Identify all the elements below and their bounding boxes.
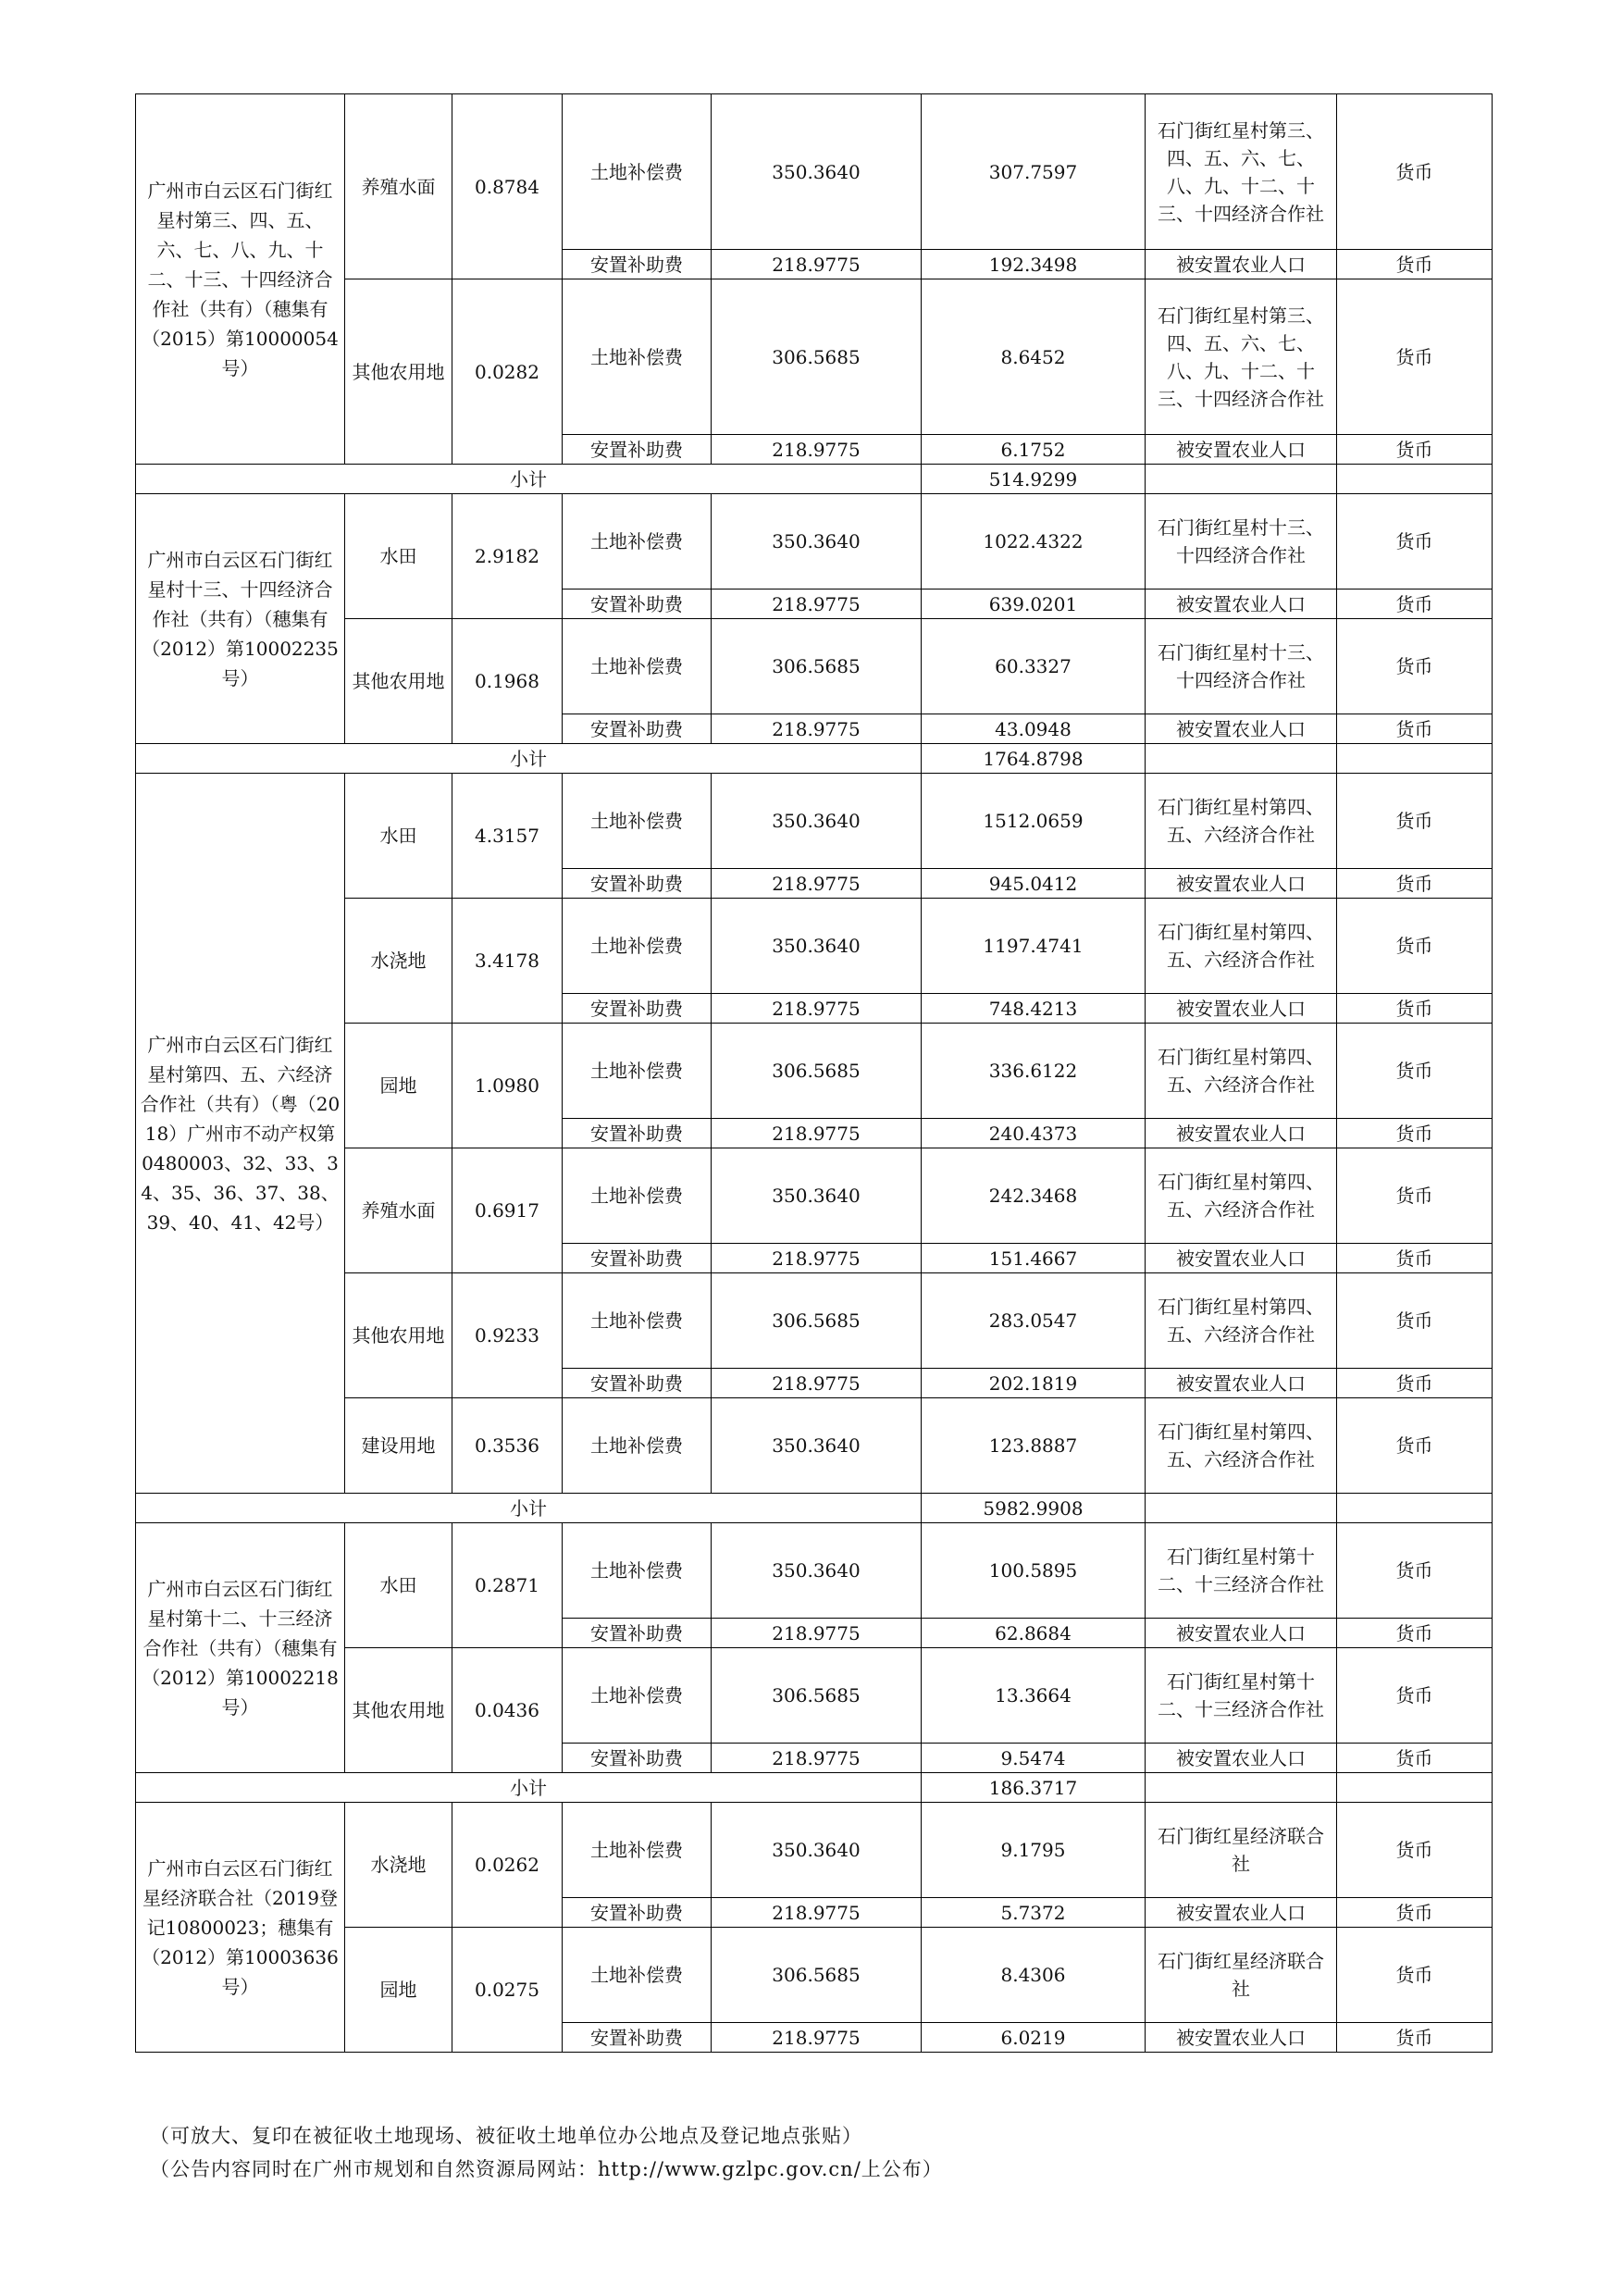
fee-standard-cell: 306.5685 — [712, 1928, 922, 2023]
payment-method-cell: 货币 — [1337, 2023, 1493, 2053]
fee-standard-cell: 350.3640 — [712, 1398, 922, 1494]
fee-amount-cell: 1197.4741 — [922, 899, 1146, 994]
recipient-cell: 石门街红星村第四、五、六经济合作社 — [1146, 899, 1337, 994]
fee-standard-cell: 350.3640 — [712, 1803, 922, 1898]
recipient-cell: 石门街红星村第四、五、六经济合作社 — [1146, 1398, 1337, 1494]
recipient-cell: 被安置农业人口 — [1146, 590, 1337, 619]
fee-item-cell: 土地补偿费 — [563, 1024, 712, 1119]
payment-method-cell: 货币 — [1337, 1369, 1493, 1398]
owner-cell: 广州市白云区石门街红星村第三、四、五、六、七、八、九、十二、十三、十四经济合作社（共有）（穗集有（2015）第10000054号） — [136, 94, 345, 465]
land-type-cell: 养殖水面 — [345, 94, 452, 279]
fee-amount-cell: 6.1752 — [922, 435, 1146, 465]
recipient-cell: 石门街红星村第四、五、六经济合作社 — [1146, 1148, 1337, 1244]
fee-standard-cell: 350.3640 — [712, 899, 922, 994]
fee-amount-cell: 240.4373 — [922, 1119, 1146, 1148]
posting-note: （可放大、复印在被征收土地现场、被征收土地单位办公地点及登记地点张贴） — [150, 2125, 862, 2147]
fee-amount-cell: 1022.4322 — [922, 494, 1146, 590]
table-row — [136, 774, 1493, 869]
fee-amount-cell: 192.3498 — [922, 250, 1146, 279]
fee-item-cell: 土地补偿费 — [563, 1273, 712, 1369]
table-row — [136, 1803, 1493, 1898]
recipient-cell: 被安置农业人口 — [1146, 250, 1337, 279]
land-type-cell: 其他农用地 — [345, 279, 452, 465]
fee-standard-cell: 306.5685 — [712, 1648, 922, 1744]
subtotal-row — [136, 1494, 1493, 1523]
fee-standard-cell: 350.3640 — [712, 494, 922, 590]
fee-standard-cell: 218.9775 — [712, 1898, 922, 1928]
land-area-cell: 0.0436 — [452, 1648, 563, 1773]
fee-item-cell: 土地补偿费 — [563, 1398, 712, 1494]
fee-amount-cell: 9.5474 — [922, 1744, 1146, 1773]
fee-item-cell: 安置补助费 — [563, 1119, 712, 1148]
land-type-cell: 水浇地 — [345, 1803, 452, 1928]
land-area-cell: 1.0980 — [452, 1024, 563, 1148]
fee-item-cell: 土地补偿费 — [563, 94, 712, 250]
recipient-cell: 石门街红星村第十二、十三经济合作社 — [1146, 1523, 1337, 1619]
payment-method-cell: 货币 — [1337, 714, 1493, 744]
land-type-cell: 其他农用地 — [345, 1648, 452, 1773]
fee-amount-cell: 639.0201 — [922, 590, 1146, 619]
subtotal-empty-cell — [1337, 1494, 1493, 1523]
payment-method-cell: 货币 — [1337, 1523, 1493, 1619]
land-type-cell: 园地 — [345, 1928, 452, 2053]
fee-item-cell: 土地补偿费 — [563, 1928, 712, 2023]
land-type-cell: 水田 — [345, 1523, 452, 1648]
table-row — [136, 94, 1493, 250]
payment-method-cell: 货币 — [1337, 1928, 1493, 2023]
subtotal-label: 小计 — [136, 1494, 922, 1523]
recipient-cell: 被安置农业人口 — [1146, 714, 1337, 744]
subtotal-empty-cell — [1146, 465, 1337, 494]
owner-cell: 广州市白云区石门街红星村十三、十四经济合作社（共有）（穗集有（2012）第10002235号） — [136, 494, 345, 744]
recipient-cell: 被安置农业人口 — [1146, 994, 1337, 1024]
payment-method-cell: 货币 — [1337, 774, 1493, 869]
fee-standard-cell: 218.9775 — [712, 994, 922, 1024]
fee-amount-cell: 8.4306 — [922, 1928, 1146, 2023]
land-area-cell: 0.3536 — [452, 1398, 563, 1494]
subtotal-amount: 186.3717 — [922, 1773, 1146, 1803]
payment-method-cell: 货币 — [1337, 869, 1493, 899]
subtotal-empty-cell — [1337, 1773, 1493, 1803]
fee-item-cell: 安置补助费 — [563, 2023, 712, 2053]
land-area-cell: 3.4178 — [452, 899, 563, 1024]
recipient-cell: 石门街红星村第四、五、六经济合作社 — [1146, 1273, 1337, 1369]
fee-item-cell: 安置补助费 — [563, 714, 712, 744]
fee-amount-cell: 9.1795 — [922, 1803, 1146, 1898]
owner-cell: 广州市白云区石门街红星村第十二、十三经济合作社（共有）（穗集有（2012）第10002218号） — [136, 1523, 345, 1773]
land-area-cell: 0.1968 — [452, 619, 563, 744]
subtotal-label: 小计 — [136, 744, 922, 774]
payment-method-cell: 货币 — [1337, 590, 1493, 619]
subtotal-empty-cell — [1337, 744, 1493, 774]
land-area-cell: 0.0282 — [452, 279, 563, 465]
fee-standard-cell: 218.9775 — [712, 869, 922, 899]
fee-item-cell: 土地补偿费 — [563, 494, 712, 590]
fee-standard-cell: 218.9775 — [712, 2023, 922, 2053]
subtotal-row — [136, 1773, 1493, 1803]
recipient-cell: 石门街红星村第十二、十三经济合作社 — [1146, 1648, 1337, 1744]
fee-amount-cell: 307.7597 — [922, 94, 1146, 250]
footnotes — [150, 2119, 943, 2186]
payment-method-cell: 货币 — [1337, 1273, 1493, 1369]
fee-item-cell: 土地补偿费 — [563, 619, 712, 714]
fee-amount-cell: 202.1819 — [922, 1369, 1146, 1398]
payment-method-cell: 货币 — [1337, 1024, 1493, 1119]
fee-amount-cell: 1512.0659 — [922, 774, 1146, 869]
land-area-cell: 0.0275 — [452, 1928, 563, 2053]
fee-item-cell: 土地补偿费 — [563, 899, 712, 994]
fee-amount-cell: 6.0219 — [922, 2023, 1146, 2053]
payment-method-cell: 货币 — [1337, 1398, 1493, 1494]
fee-standard-cell: 218.9775 — [712, 1119, 922, 1148]
payment-method-cell: 货币 — [1337, 1244, 1493, 1273]
subtotal-amount: 5982.9908 — [922, 1494, 1146, 1523]
recipient-cell: 石门街红星村第三、四、五、六、七、八、九、十二、十三、十四经济合作社 — [1146, 94, 1337, 250]
subtotal-row — [136, 744, 1493, 774]
recipient-cell: 石门街红星村十三、十四经济合作社 — [1146, 619, 1337, 714]
fee-item-cell: 安置补助费 — [563, 1244, 712, 1273]
payment-method-cell: 货币 — [1337, 1619, 1493, 1648]
fee-standard-cell: 218.9775 — [712, 1619, 922, 1648]
payment-method-cell: 货币 — [1337, 94, 1493, 250]
subtotal-empty-cell — [1146, 744, 1337, 774]
fee-amount-cell: 151.4667 — [922, 1244, 1146, 1273]
fee-item-cell: 安置补助费 — [563, 435, 712, 465]
land-type-cell: 水田 — [345, 494, 452, 619]
fee-amount-cell: 60.3327 — [922, 619, 1146, 714]
recipient-cell: 石门街红星村十三、十四经济合作社 — [1146, 494, 1337, 590]
owner-cell: 广州市白云区石门街红星村第四、五、六经济合作社（共有）（粤（2018）广州市不动产权第0480003、32、33、34、35、36、37、38、39、40、41、42号） — [136, 774, 345, 1494]
land-area-cell: 0.0262 — [452, 1803, 563, 1928]
payment-method-cell: 货币 — [1337, 994, 1493, 1024]
payment-method-cell: 货币 — [1337, 494, 1493, 590]
fee-standard-cell: 218.9775 — [712, 714, 922, 744]
fee-standard-cell: 306.5685 — [712, 279, 922, 435]
fee-standard-cell: 306.5685 — [712, 1024, 922, 1119]
subtotal-empty-cell — [1146, 1494, 1337, 1523]
recipient-cell: 被安置农业人口 — [1146, 1744, 1337, 1773]
recipient-cell: 石门街红星村第四、五、六经济合作社 — [1146, 1024, 1337, 1119]
recipient-cell: 石门街红星经济联合社 — [1146, 1803, 1337, 1898]
land-type-cell: 水浇地 — [345, 899, 452, 1024]
fee-standard-cell: 350.3640 — [712, 94, 922, 250]
subtotal-amount: 1764.8798 — [922, 744, 1146, 774]
recipient-cell: 被安置农业人口 — [1146, 1369, 1337, 1398]
fee-item-cell: 安置补助费 — [563, 250, 712, 279]
payment-method-cell: 货币 — [1337, 1744, 1493, 1773]
fee-item-cell: 土地补偿费 — [563, 1148, 712, 1244]
land-type-cell: 其他农用地 — [345, 1273, 452, 1398]
fee-item-cell: 土地补偿费 — [563, 1803, 712, 1898]
fee-amount-cell: 13.3664 — [922, 1648, 1146, 1744]
compensation-table — [135, 93, 1493, 2053]
recipient-cell: 被安置农业人口 — [1146, 1619, 1337, 1648]
payment-method-cell: 货币 — [1337, 899, 1493, 994]
land-type-cell: 养殖水面 — [345, 1148, 452, 1273]
payment-method-cell: 货币 — [1337, 1803, 1493, 1898]
fee-item-cell: 安置补助费 — [563, 869, 712, 899]
payment-method-cell: 货币 — [1337, 1119, 1493, 1148]
payment-method-cell: 货币 — [1337, 435, 1493, 465]
fee-amount-cell: 62.8684 — [922, 1619, 1146, 1648]
fee-item-cell: 土地补偿费 — [563, 279, 712, 435]
fee-amount-cell: 123.8887 — [922, 1398, 1146, 1494]
fee-amount-cell: 283.0547 — [922, 1273, 1146, 1369]
land-area-cell: 0.9233 — [452, 1273, 563, 1398]
land-area-cell: 0.2871 — [452, 1523, 563, 1648]
land-type-cell: 其他农用地 — [345, 619, 452, 744]
fee-standard-cell: 350.3640 — [712, 774, 922, 869]
recipient-cell: 被安置农业人口 — [1146, 1898, 1337, 1928]
land-area-cell: 0.8784 — [452, 94, 563, 279]
owner-cell: 广州市白云区石门街红星经济联合社（2019登记10800023；穗集有（2012）第10003636号） — [136, 1803, 345, 2053]
fee-item-cell: 安置补助费 — [563, 1369, 712, 1398]
recipient-cell: 被安置农业人口 — [1146, 435, 1337, 465]
subtotal-label: 小计 — [136, 1773, 922, 1803]
land-area-cell: 4.3157 — [452, 774, 563, 899]
fee-amount-cell: 8.6452 — [922, 279, 1146, 435]
fee-amount-cell: 242.3468 — [922, 1148, 1146, 1244]
fee-standard-cell: 218.9775 — [712, 1744, 922, 1773]
fee-amount-cell: 5.7372 — [922, 1898, 1146, 1928]
table-row — [136, 1523, 1493, 1619]
fee-amount-cell: 43.0948 — [922, 714, 1146, 744]
fee-standard-cell: 350.3640 — [712, 1148, 922, 1244]
payment-method-cell: 货币 — [1337, 1148, 1493, 1244]
fee-standard-cell: 306.5685 — [712, 619, 922, 714]
land-type-cell: 建设用地 — [345, 1398, 452, 1494]
land-type-cell: 水田 — [345, 774, 452, 899]
fee-item-cell: 安置补助费 — [563, 1744, 712, 1773]
fee-amount-cell: 100.5895 — [922, 1523, 1146, 1619]
recipient-cell: 石门街红星村第四、五、六经济合作社 — [1146, 774, 1337, 869]
payment-method-cell: 货币 — [1337, 1648, 1493, 1744]
fee-item-cell: 安置补助费 — [563, 590, 712, 619]
land-type-cell: 园地 — [345, 1024, 452, 1148]
payment-method-cell: 货币 — [1337, 1898, 1493, 1928]
fee-item-cell: 土地补偿费 — [563, 1648, 712, 1744]
fee-standard-cell: 218.9775 — [712, 590, 922, 619]
recipient-cell: 石门街红星经济联合社 — [1146, 1928, 1337, 2023]
fee-item-cell: 安置补助费 — [563, 1619, 712, 1648]
fee-amount-cell: 336.6122 — [922, 1024, 1146, 1119]
land-area-cell: 2.9182 — [452, 494, 563, 619]
fee-item-cell: 土地补偿费 — [563, 1523, 712, 1619]
land-area-cell: 0.6917 — [452, 1148, 563, 1273]
fee-standard-cell: 218.9775 — [712, 1244, 922, 1273]
fee-item-cell: 安置补助费 — [563, 1898, 712, 1928]
fee-standard-cell: 306.5685 — [712, 1273, 922, 1369]
fee-standard-cell: 218.9775 — [712, 435, 922, 465]
fee-standard-cell: 218.9775 — [712, 1369, 922, 1398]
fee-amount-cell: 945.0412 — [922, 869, 1146, 899]
recipient-cell: 被安置农业人口 — [1146, 2023, 1337, 2053]
subtotal-label: 小计 — [136, 465, 922, 494]
subtotal-row — [136, 465, 1493, 494]
payment-method-cell: 货币 — [1337, 250, 1493, 279]
subtotal-empty-cell — [1337, 465, 1493, 494]
fee-item-cell: 安置补助费 — [563, 994, 712, 1024]
website-note: （公告内容同时在广州市规划和自然资源局网站：http://www.gzlpc.gov.cn/上公布） — [150, 2158, 943, 2180]
recipient-cell: 石门街红星村第三、四、五、六、七、八、九、十二、十三、十四经济合作社 — [1146, 279, 1337, 435]
fee-item-cell: 土地补偿费 — [563, 774, 712, 869]
recipient-cell: 被安置农业人口 — [1146, 1119, 1337, 1148]
payment-method-cell: 货币 — [1337, 279, 1493, 435]
recipient-cell: 被安置农业人口 — [1146, 1244, 1337, 1273]
recipient-cell: 被安置农业人口 — [1146, 869, 1337, 899]
subtotal-empty-cell — [1146, 1773, 1337, 1803]
payment-method-cell: 货币 — [1337, 619, 1493, 714]
fee-amount-cell: 748.4213 — [922, 994, 1146, 1024]
table-row — [136, 494, 1493, 590]
fee-standard-cell: 218.9775 — [712, 250, 922, 279]
fee-standard-cell: 350.3640 — [712, 1523, 922, 1619]
subtotal-amount: 514.9299 — [922, 465, 1146, 494]
